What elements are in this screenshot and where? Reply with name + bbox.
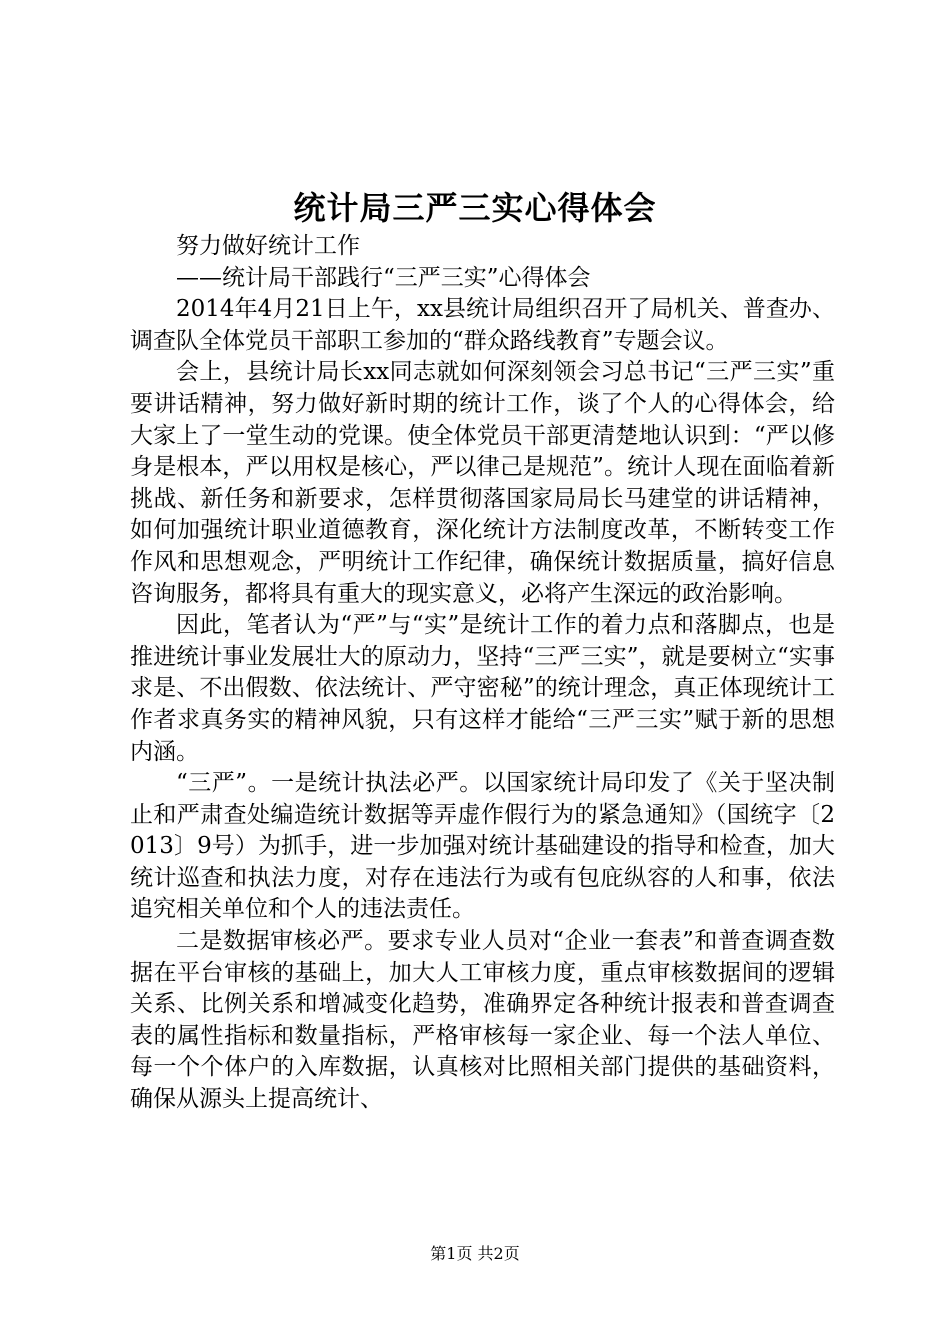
document-title: 统计局三严三实心得体会 — [293, 189, 657, 227]
document-body — [130, 231, 835, 1116]
page-number-footer: 第1页 共2页 — [430, 1244, 520, 1263]
subtitle-line: 努力做好统计工作 — [176, 233, 360, 259]
paragraph-data-review: 二是数据审核必严。要求专业人员对“企业一套表”和普查调查数据在平台审核的基础上，加大人工审核力度，重点审核数据间的逻辑关系、比例关系和增减变化趋势，准确界定各种统计报表和普查调查表的属性指标和数量指标，严格审核每一家企业、每一个法人单位、每一个个体户的入库数据，认真核对比照相关部门提供的基础资料，确保从源头上提高统计、 — [130, 928, 835, 1113]
paragraph-speech: 会上，县统计局长xx同志就如何深刻领会习总书记“三严三实”重要讲话精神，努力做好新时期的统计工作，谈了个人的心得体会，给大家上了一堂生动的党课。使全体党员干部更清楚地认识到：“严以修身是根本，严以用权是核心，严以律己是规范”。统计人现在面临着新挑战、新任务和新要求，怎样贯彻落国家局局长马建堂的讲话精神，如何加强统计职业道德教育，深化统计方法制度改革，不断转变工作作风和思想观念，严明统计工作纪律，确保统计数据质量，搞好信息咨询服务，都将具有重大的现实意义，必将产生深远的政治影响。 — [130, 359, 835, 607]
subtitle-byline: ——统计局干部践行“三严三实”心得体会 — [176, 264, 591, 291]
paragraph-meeting: 2014年4月21日上午，xx县统计局组织召开了局机关、普查办、调查队全体党员干部职工参加的“群众路线教育”专题会议。 — [130, 296, 835, 354]
paragraph-law-enforcement: “三严”。一是统计执法必严。以国家统计局印发了《关于坚决制止和严肃查处编造统计数据等弄虚作假行为的紧急通知》（国统字〔2013〕9号）为抓手，进一步加强对统计基础建设的指导和检查，加大统计巡查和执法力度，对存在违法行为或有包庇纵容的人和事，依法追究相关单位和个人的违法责任。 — [130, 770, 835, 923]
paragraph-conclusion: 因此，笔者认为“严”与“实”是统计工作的着力点和落脚点，也是推进统计事业发展壮大的原动力，坚持“三严三实”，就是要树立“实事求是、不出假数、依法统计、严守密秘”的统计理念，真正体现统计工作者求真务实的精神风貌，只有这样才能给“三严三实”赋于新的思想内涵。 — [130, 612, 835, 765]
